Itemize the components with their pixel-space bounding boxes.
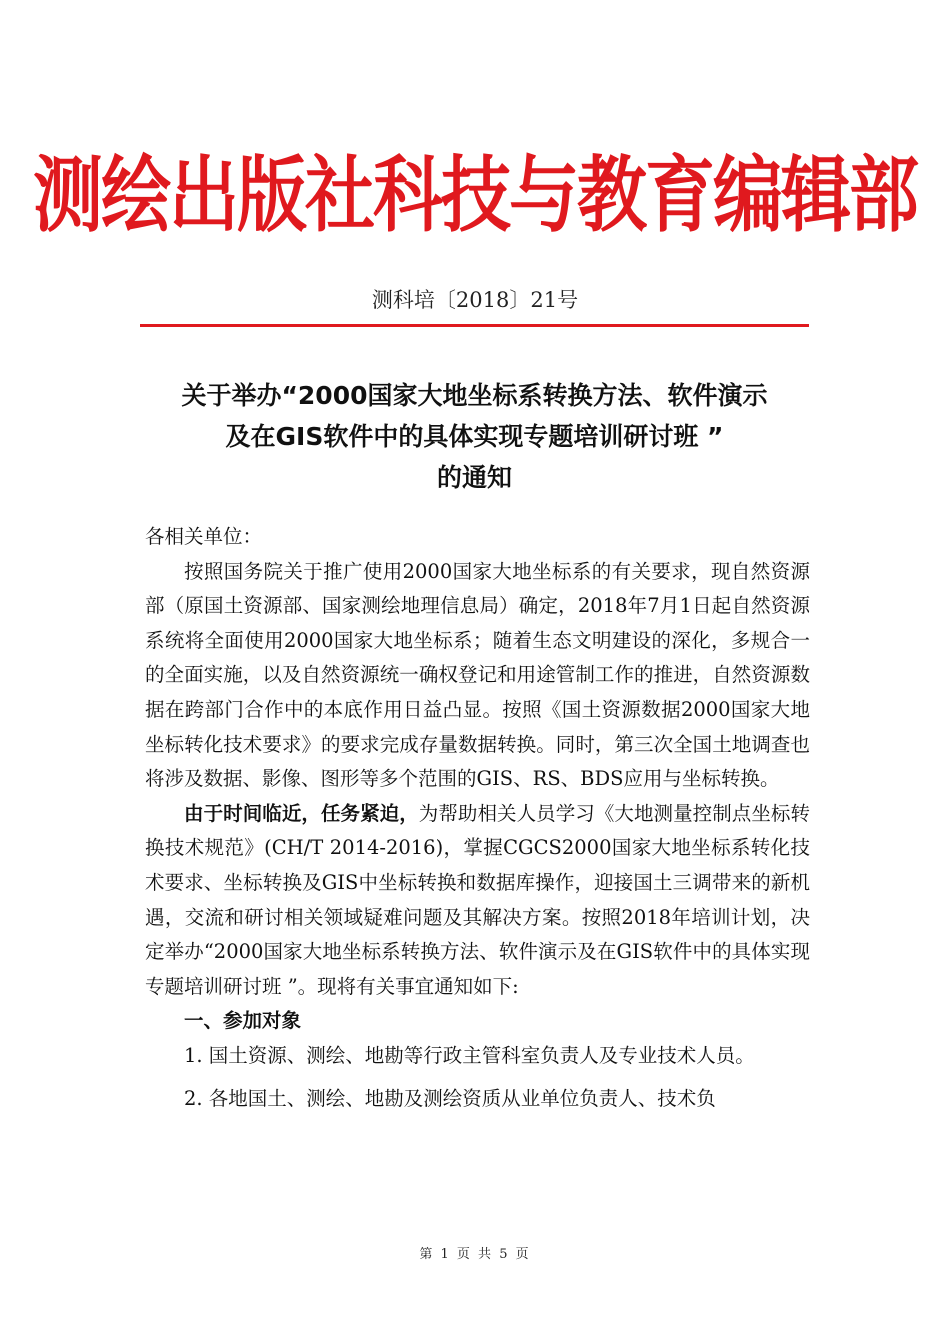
notice-body — [145, 520, 810, 1116]
notice-title — [140, 375, 809, 498]
section-heading-participants: 一、参加对象 — [184, 1009, 302, 1033]
paragraph-2-emphasis: 由于时间临近，任务紧迫， — [184, 801, 419, 825]
masthead-title: 测绘出版社科技与教育编辑部 — [33, 145, 917, 244]
list-item-2: 2. 各地国土、测绘、地勘及测绘资质从业单位负责人、技术负 — [184, 1086, 716, 1110]
title-line-2: 及在GIS软件中的具体实现专题培训研讨班 ” — [225, 422, 724, 451]
salutation: 各相关单位： — [145, 525, 263, 548]
title-line-1: 关于举办“2000国家大地坐标系转换方法、软件演示 — [181, 381, 768, 410]
page-footer: 第 1 页 共 5 页 — [419, 1247, 531, 1262]
paragraph-2 — [145, 797, 810, 1005]
document-number: 测科培〔2018〕21号 — [371, 288, 579, 312]
paragraph-1: 按照国务院关于推广使用2000国家大地坐标系的有关要求，现自然资源部（原国土资源部、国家测绘地理信息局）确定，2018年7月1日起自然资源系统将全面使用2000国家大地坐标系；随着生态文明建设的深化，多规合一的全面实施，以及自然资源统一确权登记和用途管制工作的推进，自然资源数据在跨部门合作中的本底作用日益凸显。按照《国土资源数据2000国家大地坐标转化技术要求》的要求完成存量数据转换。同时，第三次全国土地调查也将涉及数据、影像、图形等多个范围的GIS、RS、BDS应用与坐标转换。 — [145, 559, 810, 791]
red-divider — [140, 324, 809, 327]
title-line-3: 的通知 — [436, 463, 512, 492]
paragraph-2-text: 为帮助相关人员学习《大地测量控制点坐标转换技术规范》(CH/T 2014-2016)，掌握CGCS2000国家大地坐标系转化技术要求、坐标转换及GIS中坐标转换和数据库操作，迎接国土三调带来的新机遇，交流和研讨相关领域疑难问题及其解决方案。按照2018年培训计划，决定举办“2000国家大地坐标系转换方法、软件演示及在GIS软件中的具体实现专题培训研讨班 ”。现将有关事宜通知如下: — [145, 801, 810, 998]
list-item-1: 1. 国土资源、测绘、地勘等行政主管科室负责人及专业技术人员。 — [184, 1043, 755, 1067]
